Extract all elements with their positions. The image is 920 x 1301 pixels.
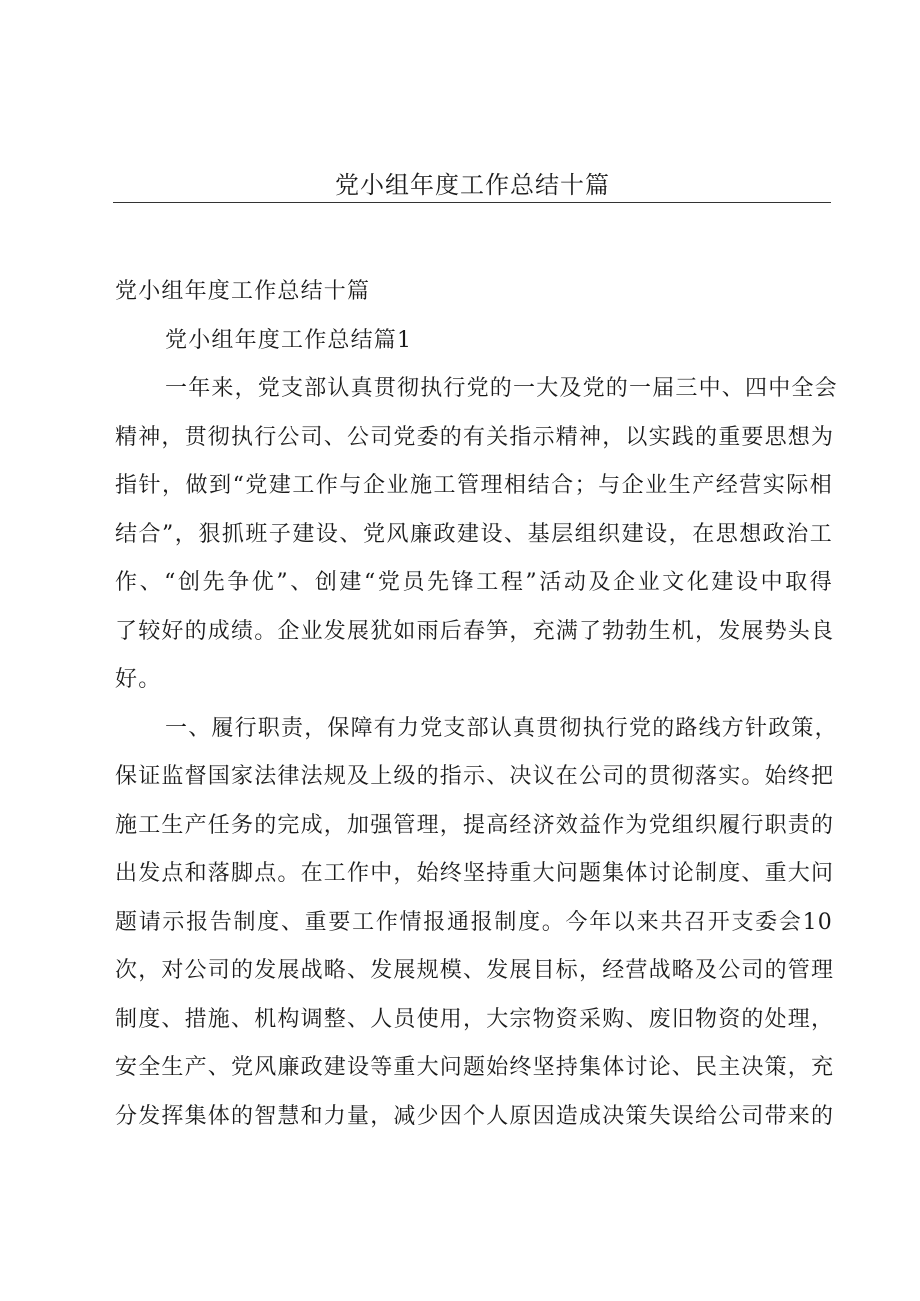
paragraph-line: 一年来，党支部认真贯彻执行党的一大及党的一届三中、四中全会 [165,376,838,401]
paragraph-line: 精神，贯彻执行公司、公司党委的有关指示精神，以实践的重要思想为 [115,424,835,450]
paragraph-line: 结合”，狠抓班子建设、党风廉政建设、基层组织建设，在思想政治工 [115,521,833,547]
paragraph-line: 作、“创先争优”、创建“党员先锋工程”活动及企业文化建设中取得 [115,570,833,595]
paragraph-line: 好。 [115,667,162,692]
document-subtitle-line: 党小组年度工作总结篇1 [165,327,413,353]
paragraph-1 [115,365,838,705]
paragraph-2 [115,705,838,1142]
document-title-line: 党小组年度工作总结十篇 [115,279,371,304]
paragraph-line: 次，对公司的发展战略、发展规模、发展目标，经营战略及公司的管理 [115,958,835,983]
page-header-title: 党小组年度工作总结十篇 [335,171,610,199]
paragraph-line: 一、履行职责，保障有力党支部认真贯彻执行党的路线方针政策， [165,715,838,741]
paragraph-line: 指针，做到“党建工作与企业施工管理相结合；与企业生产经营实际相 [115,473,833,498]
paragraph-line: 题请示报告制度、重要工作情报通报制度。今年以来共召开支委会10 [115,909,833,935]
paragraph-line: 施工生产任务的完成，加强管理，提高经济效益作为党组织履行职责的 [115,812,835,838]
paragraph-line: 出发点和落脚点。在工作中，始终坚持重大问题集体讨论制度、重大问 [115,861,835,886]
paragraph-line: 制度、措施、机构调整、人员使用，大宗物资采购、废旧物资的处理， [115,1006,835,1032]
document-body [115,268,838,1141]
paragraph-line: 安全生产、党风廉政建设等重大问题始终坚持集体讨论、民主决策，充 [115,1055,835,1080]
paragraph-line: 保证监督国家法律法规及上级的指示、决议在公司的贯彻落实。始终把 [115,764,835,789]
paragraph-line: 分发挥集体的智慧和力量，减少因个人原因造成决策失误给公司带来的 [115,1103,835,1129]
header-divider [113,202,831,203]
paragraph-line: 了较好的成绩。企业发展犹如雨后春笋，充满了勃勃生机，发展势头良 [115,618,835,644]
